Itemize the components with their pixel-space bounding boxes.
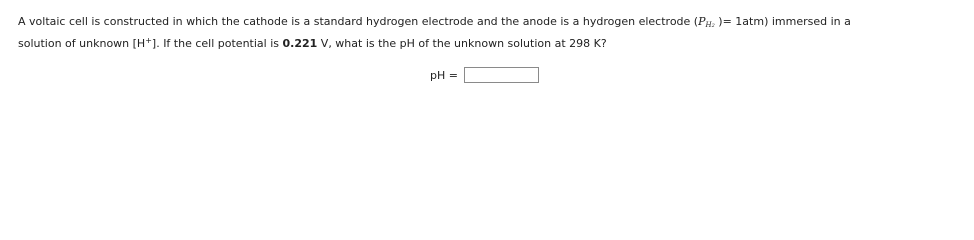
pressure-symbol: $P_{H2}$ <box>698 15 715 29</box>
question-text-part3: solution of unknown [H <box>18 36 146 50</box>
answer-row <box>430 65 539 85</box>
pressure-subscript: H2 <box>705 21 715 29</box>
question-text-part5: V, what is the pH of the unknown solution at 298 K? <box>317 36 607 50</box>
h-ion-charge: + <box>145 35 152 45</box>
question-text-part1: A voltaic cell is constructed in which the cathode is a standard hydrogen electrode and the anode is a hydrogen electrode ( <box>18 15 699 28</box>
ph-answer-input[interactable] <box>464 67 539 83</box>
cell-potential-value: 0.221 <box>282 36 318 50</box>
question-text <box>18 11 963 54</box>
question-text-part4: ]. If the cell potential is <box>151 36 283 50</box>
question-text-part2: )= 1atm) immersed in a <box>718 15 851 28</box>
ph-answer-label: pH = <box>430 68 458 82</box>
